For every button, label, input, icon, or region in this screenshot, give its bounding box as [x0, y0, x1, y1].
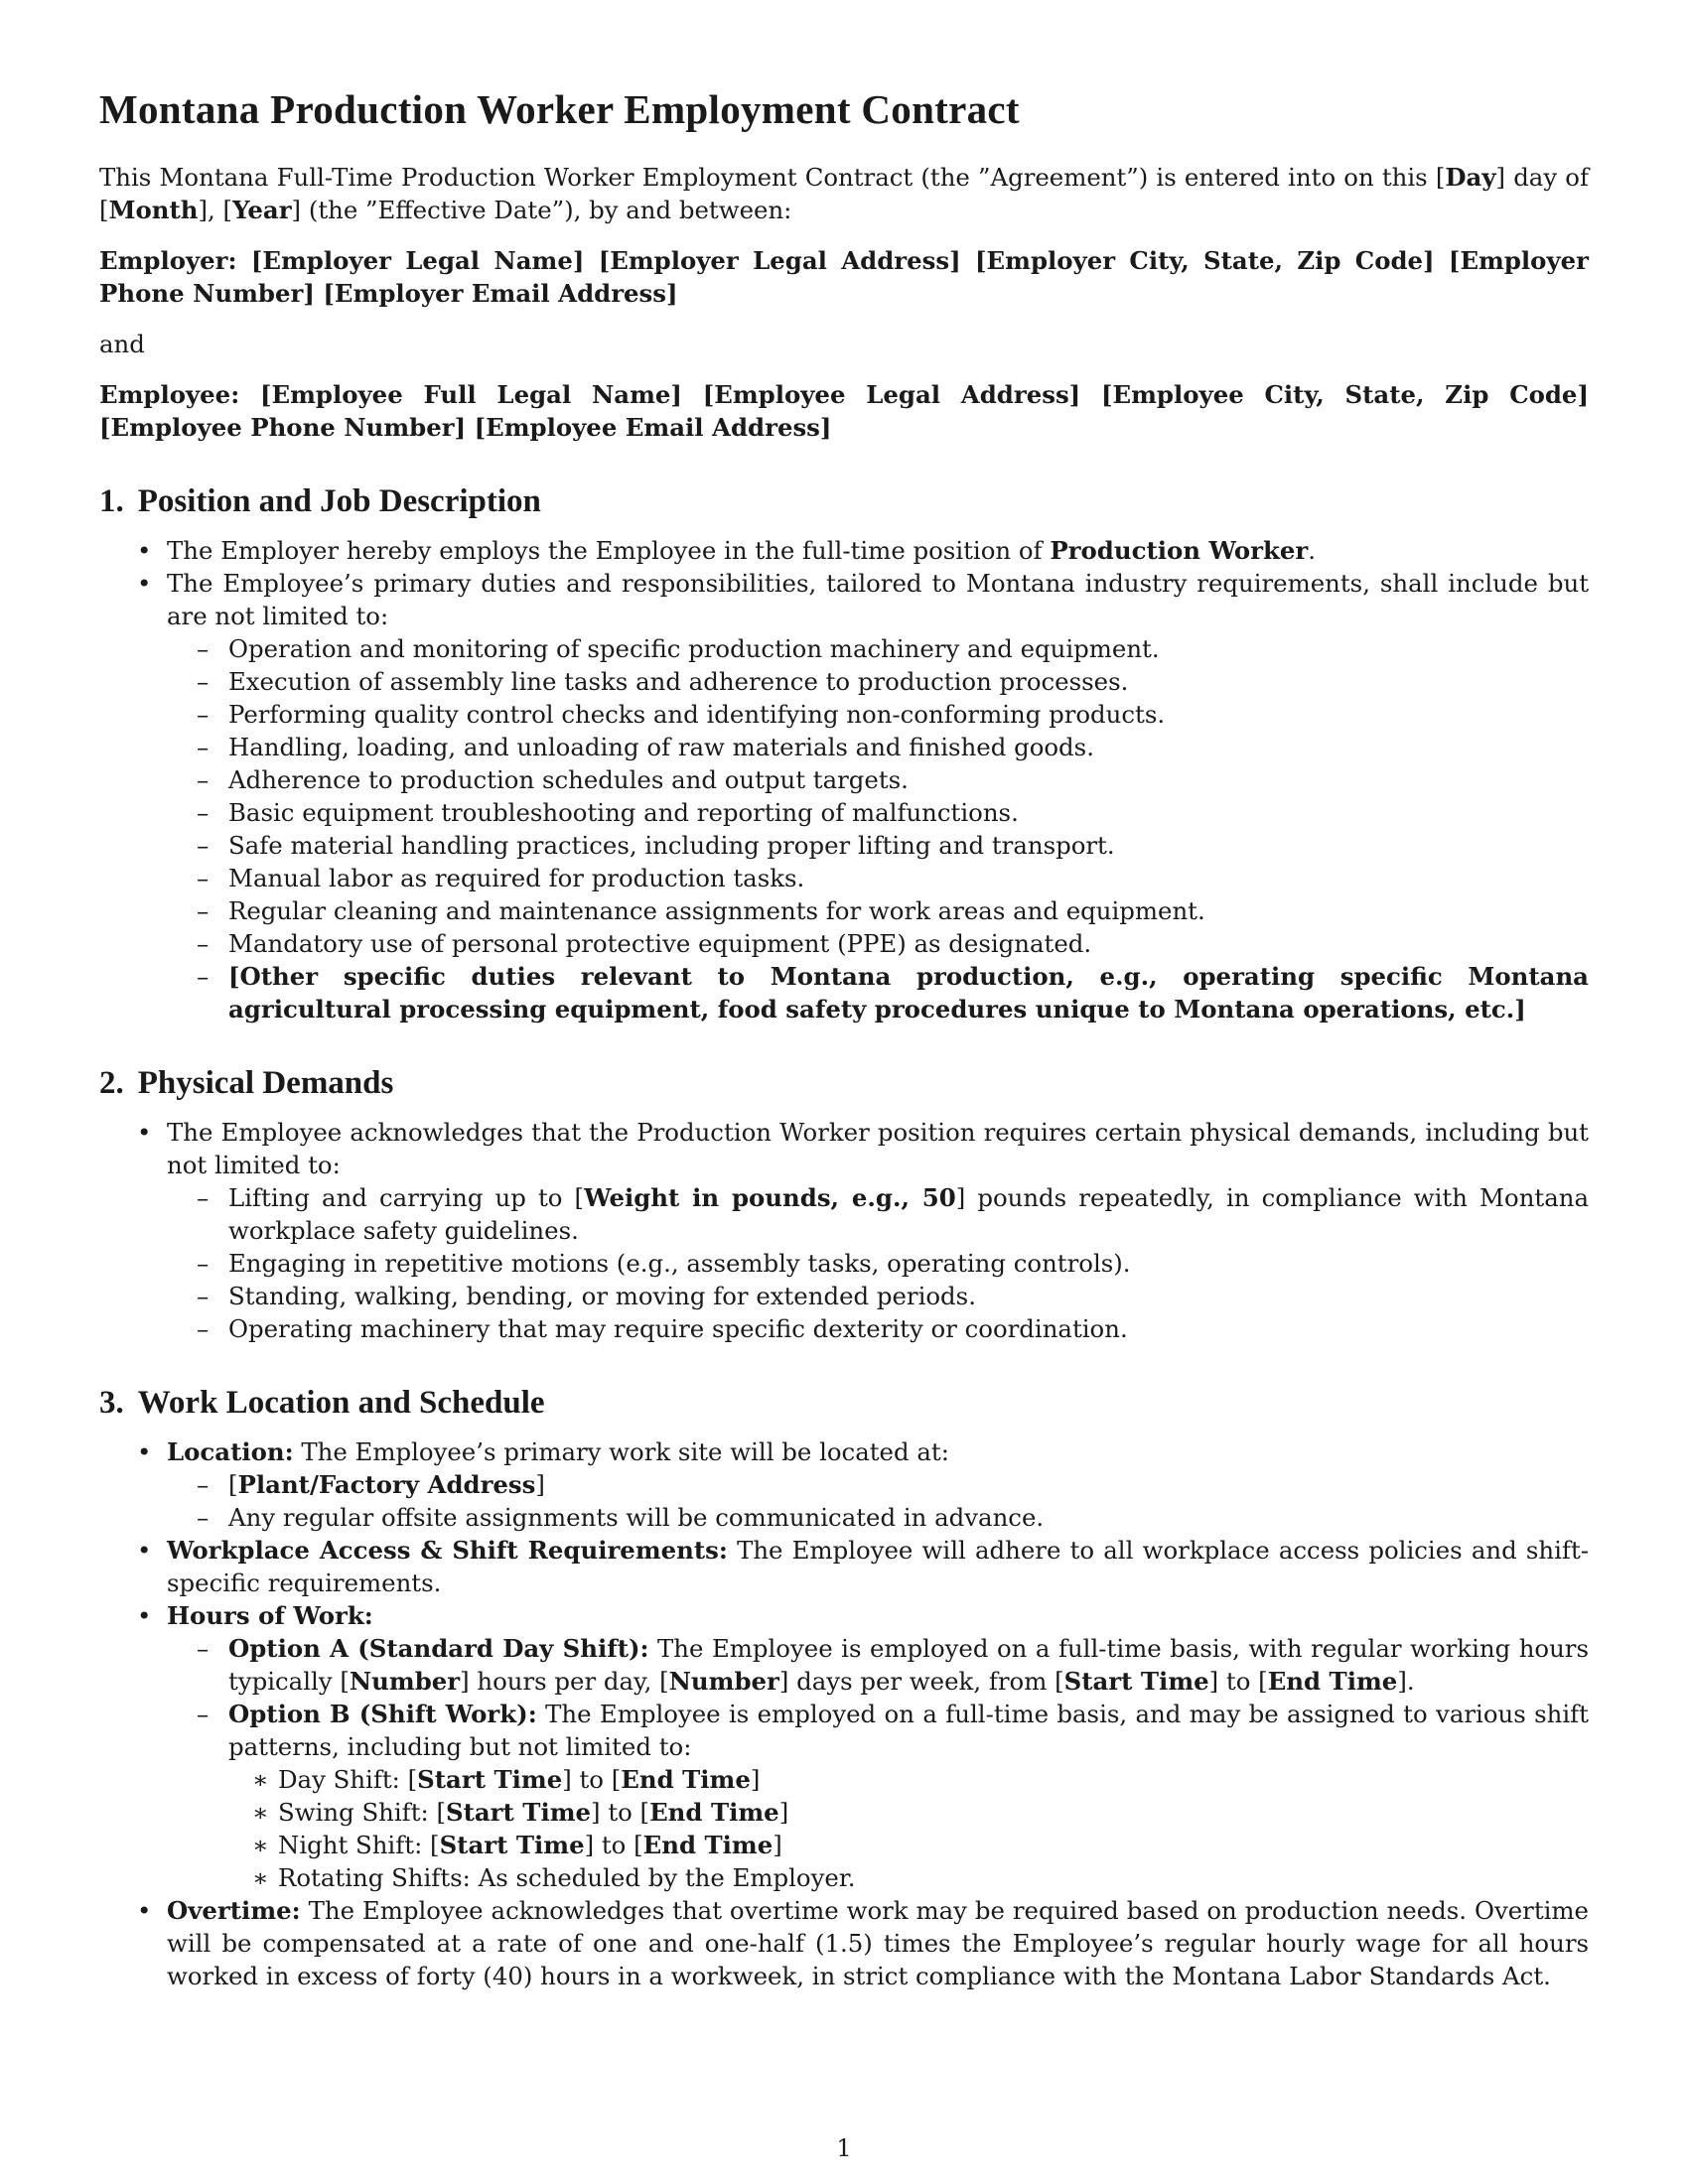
duty-item: – Manual labor as required for production tasks. [197, 864, 805, 892]
bullet-marker: • [137, 569, 152, 598]
option-a: – Option A (Standard Day Shift): The Employee is employed on a full-time basis, with regular working hours typically [Number] hours per day, [Number] days per week, from [Start Time] to [End Time]. [197, 1634, 1589, 1696]
demands-list [99, 1181, 1589, 1345]
list-item-location: • Location: The Employee’s primary work site will be located at: – [Plant/Factory Address] – Any regular offsite assignments will be communicated in advance. [99, 1435, 1589, 1534]
list-item: • The Employee acknowledges that the Production Worker position requires certain physical demands, including but not limited to: – Lifting and carrying up to [Weight in pounds, e.g., 50] pounds repeatedly, in compliance with Montana workplace safety guidelines. – Engaging in repetitive motions (e.g., assembly tasks, operating controls). – Standing, walking, bending, or moving for extended periods. – Operating machinery that may require specific dexterity or coordination. [99, 1116, 1589, 1345]
shift-item: ∗ Night Shift: [Start Time] to [End Time] [252, 1831, 782, 1859]
employer-block: Employer: [Employer Legal Name] [Employer Legal Address] [Employer City, State, Zip Code] [Employer Phone Number] [Employer Email Address] [99, 246, 1589, 308]
duty-item: – Handling, loading, and unloading of raw materials and finished goods. [197, 733, 1094, 761]
intro-paragraph: This Montana Full-Time Production Worker Employment Contract (the ”Agreement”) is entered into on this [Day] day of [Month], [Year] (the ”Effective Date”), by and between: [99, 163, 1589, 224]
list-item-overtime: • Overtime: The Employee acknowledges that overtime work may be required based on production needs. Overtime will be compensated at a rate of one and one-half (1.5) times the Employee’s regular hourly wage for all hours worked in excess of forty (40) hours in a workweek, in strict compliance with the Montana Labor Standards Act. [137, 1896, 1589, 1990]
list-item-hours: • Hours of Work: – Option A (Standard Day Shift): The Employee is employed on a full-time basis, with regular working hours typically [Number] hours per day, [Number] days per week, from [Start Time] to [End Time]. – Option B (Shift Work): The Employee is employed on a full-time basis, and may be assigned to various shift patterns, including but not limited to: ∗ Day Shift: [Start Time] to [End Time] ∗ Swing Shift: [Start Time] to [End Time] ∗ Night Shift: [Start Time] to [End Time] ∗ Rotating Shifts: As scheduled by the Employer. [137, 1601, 1589, 1892]
duty-item: – Adherence to production schedules and output targets. [197, 765, 909, 794]
list-item: • The Employee’s primary duties and responsibilities, tailored to Montana industry requirements, shall include but are not limited to: – Operation and monitoring of specific production machinery and equipment. – Execution of assembly line tasks and adherence to production processes. – Performing quality control checks and identifying non-conforming products. – Handling, loading, and unloading of raw materials and finished goods. – Adherence to production schedules and output targets. – Basic equipment troubleshooting and reporting of malfunctions. – Safe material handling practices, including proper lifting and transport. – Manual labor as required for production tasks. – Regular cleaning and maintenance assignments for work areas and equipment. – Mandatory use of personal protective equipment (PPE) as designated. – [Other specific duties relevant to Montana production, e.g., operating specific Montana agricultural processing equipment, food safety procedures unique to Montana operations, etc.] [99, 567, 1589, 1025]
option-b: – Option B (Shift Work): The Employee is employed on a full-time basis, and may be assigned to various shift patterns, including but not limited to: ∗ Day Shift: [Start Time] to [End Time] ∗ Swing Shift: [Start Time] to [End Time] ∗ Night Shift: [Start Time] to [End Time] ∗ Rotating Shifts: As scheduled by the Employer. [197, 1700, 1589, 1892]
demand-item: – Standing, walking, bending, or moving for extended periods. [197, 1282, 976, 1310]
duty-item: – Mandatory use of personal protective equipment (PPE) as designated. [197, 929, 1092, 958]
bullet-marker: • [137, 1118, 152, 1147]
section-3-heading: 3. Work Location and Schedule [99, 1385, 545, 1421]
shift-item: ∗ Day Shift: [Start Time] to [End Time] [252, 1765, 761, 1794]
bullet-marker: • [137, 1601, 152, 1630]
and-text: and [99, 330, 145, 358]
demand-item: – Operating machinery that may require specific dexterity or coordination. [197, 1314, 1128, 1343]
bullet-marker: • [137, 1896, 152, 1925]
bullet-marker: • [137, 536, 152, 565]
list-item: • The Employer hereby employs the Employee in the full-time position of Production Worker. [137, 536, 1317, 565]
bullet-marker: • [137, 1437, 152, 1466]
duty-item: – Safe material handling practices, including proper lifting and transport. [197, 831, 1115, 860]
month-placeholder: Month [108, 196, 199, 224]
day-placeholder: Day [1445, 163, 1496, 192]
duty-item: – Performing quality control checks and identifying non-conforming products. [197, 700, 1166, 729]
section-2-list [99, 1116, 1589, 1345]
section-1-heading: 1. Position and Job Description [99, 483, 541, 519]
bullet-marker: • [137, 1536, 152, 1565]
duties-list [99, 632, 1589, 1025]
document-title: Montana Production Worker Employment Contract [99, 86, 1020, 132]
location-address: – [Plant/Factory Address] [197, 1470, 545, 1499]
document-page [99, 85, 1589, 1992]
duty-item: – Operation and monitoring of specific production machinery and equipment. [197, 634, 1160, 663]
duty-item: – Execution of assembly line tasks and adherence to production processes. [197, 667, 1129, 696]
duty-item: – Regular cleaning and maintenance assignments for work areas and equipment. [197, 896, 1205, 925]
section-3-list [99, 1435, 1589, 1992]
duty-item: – Basic equipment troubleshooting and reporting of malfunctions. [197, 798, 1019, 827]
list-item-access: • Workplace Access & Shift Requirements: The Employee will adhere to all workplace access policies and shift-specific requirements. [137, 1536, 1589, 1597]
section-1-list [99, 534, 1589, 1025]
location-offsite: – Any regular offsite assignments will be communicated in advance. [197, 1503, 1045, 1532]
demand-item: – Lifting and carrying up to [Weight in pounds, e.g., 50] pounds repeatedly, in compliance with Montana workplace safety guidelines. [197, 1183, 1589, 1245]
section-2-heading: 2. Physical Demands [99, 1065, 394, 1101]
year-placeholder: Year [232, 196, 292, 224]
page-number: 1 [836, 2134, 852, 2162]
shift-item: ∗ Swing Shift: [Start Time] to [End Time] [252, 1798, 789, 1827]
shift-list [228, 1763, 1589, 1894]
employee-block: Employee: [Employee Full Legal Name] [Employee Legal Address] [Employee City, State, Zip Code] [Employee Phone Number] [Employee Email Address] [99, 380, 1589, 442]
duty-item-other: – [Other specific duties relevant to Montana production, e.g., operating specific Montana agricultural processing equipment, food safety procedures unique to Montana operations, etc.] [197, 962, 1589, 1024]
demand-item: – Engaging in repetitive motions (e.g., assembly tasks, operating controls). [197, 1249, 1131, 1278]
shift-item: ∗ Rotating Shifts: As scheduled by the Employer. [252, 1863, 856, 1892]
